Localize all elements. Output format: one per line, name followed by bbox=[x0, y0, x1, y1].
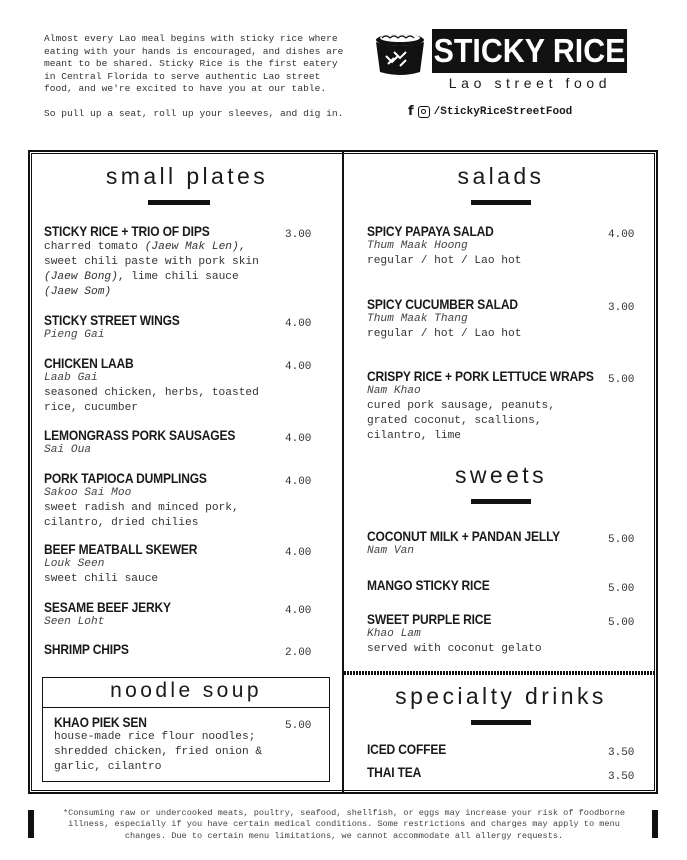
social-handle[interactable]: /StickyRiceStreetFood bbox=[433, 105, 573, 118]
section-bar bbox=[471, 720, 531, 725]
item-lao-name: Louk Seen bbox=[44, 558, 105, 570]
item-price: 4.00 bbox=[285, 605, 312, 617]
item-name: STICKY STREET WINGS bbox=[44, 312, 180, 328]
item-description: served with coconut gelato bbox=[367, 643, 542, 655]
section-bar bbox=[471, 200, 531, 205]
item-lao-name: Sakoo Sai Moo bbox=[44, 487, 132, 499]
item-price: 3.50 bbox=[608, 771, 635, 783]
menu-item bbox=[367, 741, 647, 757]
item-price: 5.00 bbox=[608, 374, 635, 386]
item-price: 3.00 bbox=[285, 229, 312, 241]
section-title-sweets: sweets bbox=[455, 462, 547, 488]
item-description: seasoned chicken, herbs, toasted rice, cucumber bbox=[44, 387, 259, 414]
menu-item bbox=[44, 427, 324, 458]
menu-item bbox=[44, 355, 312, 416]
item-name: SHRIMP CHIPS bbox=[44, 641, 129, 657]
section-title-salads: salads bbox=[457, 163, 545, 189]
section-title-small-plates: small plates bbox=[105, 163, 269, 189]
item-description: cured pork sausage, peanuts, grated coconut, scallions, cilantro, lime bbox=[367, 400, 555, 442]
item-name: CRISPY RICE + PORK LETTUCE WRAPS bbox=[367, 368, 594, 384]
item-description: charred tomato (Jaew Mak Len), sweet chili paste with pork skin (Jaew Bong), lime chili sauce (Jaew Som) bbox=[44, 241, 259, 298]
intro-text bbox=[44, 33, 344, 121]
section-title-noodle-soup: noodle soup bbox=[110, 679, 262, 702]
menu-item bbox=[367, 368, 647, 444]
item-description: regular / hot / Lao hot bbox=[367, 328, 522, 340]
menu-item bbox=[44, 541, 324, 587]
item-lao-name: Nam Van bbox=[367, 545, 414, 557]
facebook-icon[interactable]: f bbox=[408, 104, 414, 119]
item-name: THAI TEA bbox=[367, 764, 422, 780]
item-price: 5.00 bbox=[608, 534, 635, 546]
item-lao-name: Khao Lam bbox=[367, 628, 421, 640]
instagram-icon[interactable] bbox=[418, 106, 430, 118]
item-name: SPICY CUCUMBER SALAD bbox=[367, 296, 518, 312]
item-price: 5.00 bbox=[285, 720, 312, 732]
menu-item bbox=[367, 528, 647, 559]
intro-paragraph: Almost every Lao meal begins with sticky rice where eating with your hands is encouraged, and dishes are meant to be shared. Sticky Rice is the first eatery in Central Florida to serve authentic Lao street food, and we're excited to have you at our table. bbox=[44, 33, 344, 95]
menu-item bbox=[367, 764, 647, 783]
item-price: 5.00 bbox=[608, 583, 635, 595]
item-name: SPICY PAPAYA SALAD bbox=[367, 223, 494, 239]
social-links[interactable] bbox=[408, 104, 572, 119]
menu-item bbox=[44, 599, 324, 630]
section-bar bbox=[471, 499, 531, 504]
item-price: 4.00 bbox=[285, 476, 312, 488]
item-price: 3.00 bbox=[608, 302, 635, 314]
item-name: BEEF MEATBALL SKEWER bbox=[44, 541, 198, 557]
item-description: sweet chili sauce bbox=[44, 573, 159, 585]
item-lao-name: Seen Loht bbox=[44, 616, 105, 628]
item-price: 4.00 bbox=[285, 318, 312, 330]
menu-item bbox=[44, 312, 324, 343]
item-description: sweet radish and minced pork, cilantro, dried chilies bbox=[44, 502, 239, 529]
intro-closing: So pull up a seat, roll up your sleeves, and dig in. bbox=[44, 107, 344, 119]
item-price: 4.00 bbox=[285, 547, 312, 559]
brand-logo: STICKY RICE bbox=[432, 29, 627, 73]
item-price: 5.00 bbox=[608, 617, 635, 629]
item-description: house-made rice flour noodles; shredded chicken, fried onion & garlic, cilantro bbox=[54, 731, 263, 773]
menu-item bbox=[367, 296, 647, 342]
item-price: 4.00 bbox=[285, 433, 312, 445]
column-divider bbox=[342, 151, 344, 792]
item-lao-name: Pieng Gai bbox=[44, 329, 105, 341]
menu-item bbox=[54, 714, 312, 775]
item-lao-name: Sai Oua bbox=[44, 444, 91, 456]
footer-bar-left bbox=[28, 810, 34, 838]
item-description: regular / hot / Lao hot bbox=[367, 255, 522, 267]
item-lao-name: Nam Khao bbox=[367, 385, 421, 397]
rice-bowl-icon bbox=[374, 32, 426, 76]
menu-item bbox=[44, 641, 324, 657]
brand-tagline: Lao street food bbox=[448, 75, 612, 91]
item-name: PORK TAPIOCA DUMPLINGS bbox=[44, 470, 207, 486]
menu-item bbox=[367, 611, 647, 657]
section-title-specialty-drinks: specialty drinks bbox=[395, 683, 607, 709]
item-lao-name: Thum Maak Hoong bbox=[367, 240, 468, 252]
footer-bar-right bbox=[652, 810, 658, 838]
item-name: KHAO PIEK SEN bbox=[54, 714, 147, 730]
item-price: 4.00 bbox=[608, 229, 635, 241]
item-name: ICED COFFEE bbox=[367, 741, 447, 757]
item-name: CHICKEN LAAB bbox=[44, 355, 134, 371]
item-lao-name: Thum Maak Thang bbox=[367, 313, 468, 325]
item-price: 2.00 bbox=[285, 647, 312, 659]
section-divider bbox=[344, 671, 656, 675]
item-name: STICKY RICE + TRIO OF DIPS bbox=[44, 223, 210, 239]
item-name: SWEET PURPLE RICE bbox=[367, 611, 492, 627]
item-price: 4.00 bbox=[285, 361, 312, 373]
item-name: MANGO STICKY RICE bbox=[367, 577, 490, 593]
item-name: LEMONGRASS PORK SAUSAGES bbox=[44, 427, 236, 443]
item-name: SESAME BEEF JERKY bbox=[44, 599, 171, 615]
allergy-disclaimer: *Consuming raw or undercooked meats, poultry, seafood, shellfish, or eggs may increase your risk of foodborne illness, especially if you have certain medical conditions. Some restrictions and charges may apply to menu changes. Due to certain menu limitations, we cannot accommodate all allergy requests. bbox=[62, 808, 626, 841]
menu-item bbox=[44, 470, 312, 531]
item-lao-name: Laab Gai bbox=[44, 372, 98, 384]
item-name: COCONUT MILK + PANDAN JELLY bbox=[367, 528, 561, 544]
menu-item bbox=[367, 223, 647, 269]
menu-item bbox=[367, 577, 647, 593]
section-bar bbox=[148, 200, 210, 205]
item-price: 3.50 bbox=[608, 747, 635, 759]
menu-item bbox=[44, 223, 324, 300]
